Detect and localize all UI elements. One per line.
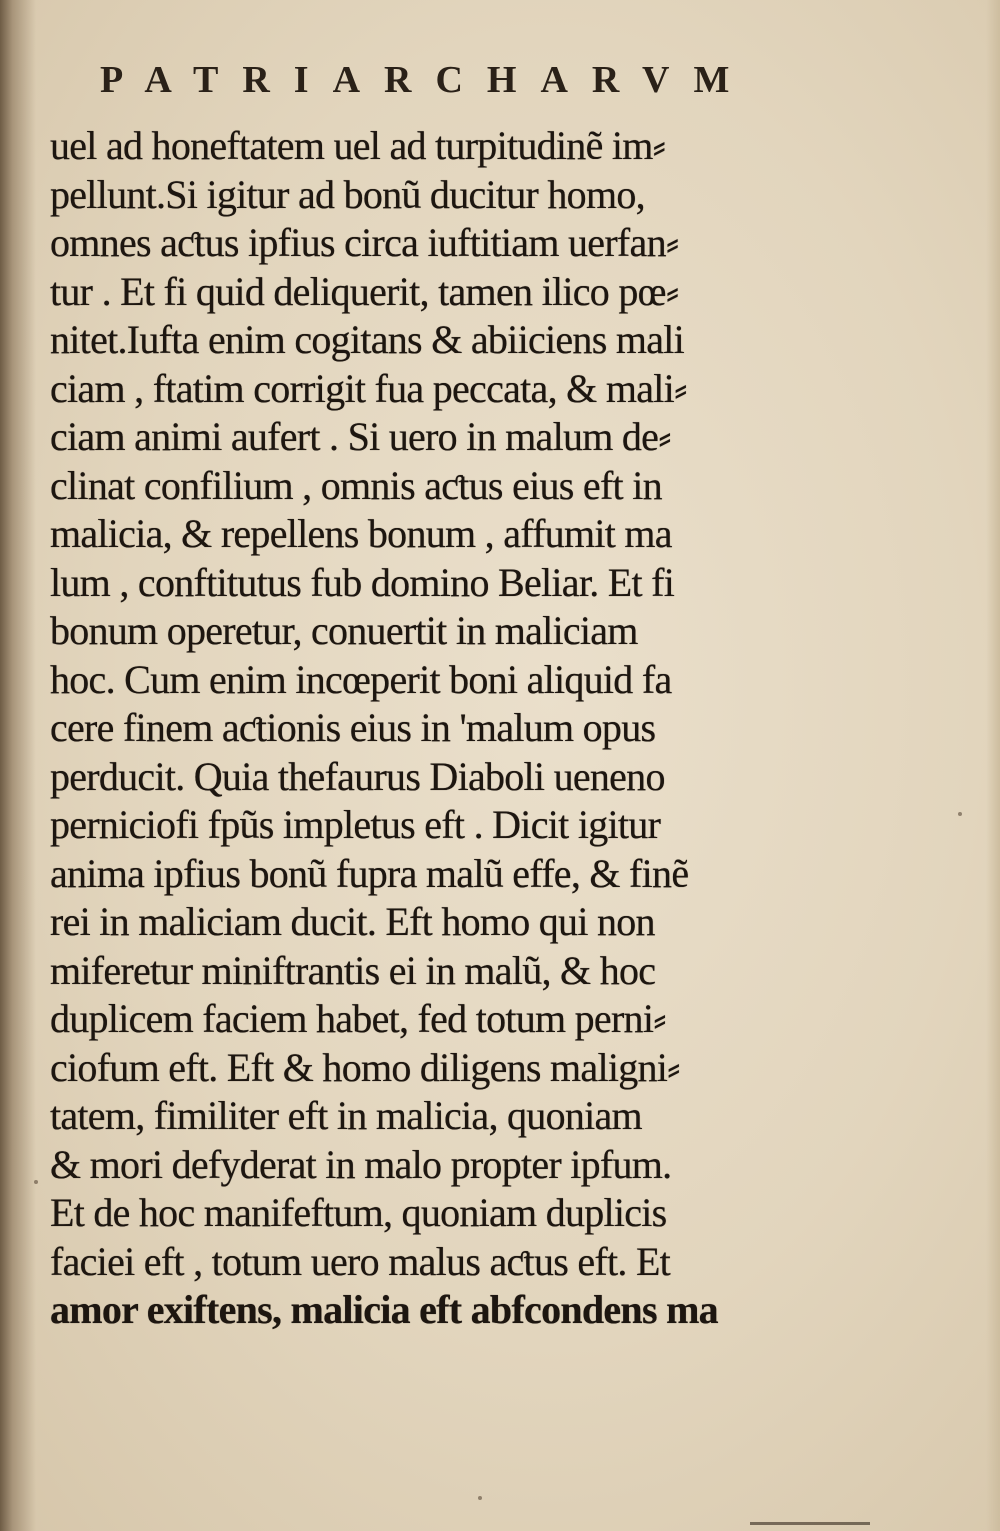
text-line: ciam animi aufert . Si uero in malum de⸗: [50, 414, 671, 459]
text-line: tur . Et fi quid deliquerit, tamen ilico pœ⸗: [50, 268, 679, 314]
text-line: & mori defyderat in malo propter ipfum.: [50, 1141, 672, 1187]
text-line: malicia, & repellens bonum , affumit ma: [50, 511, 672, 556]
bottom-edge-mark: [750, 1522, 870, 1525]
text-line: cere finem aƈtionis eius in 'malum opus: [50, 705, 656, 750]
paper-speck: [478, 1496, 482, 1500]
text-line: Et de hoc manifeftum, quoniam duplicis: [50, 1190, 667, 1235]
text-line: nitet.Iufta enim cogitans & abiiciens mali: [50, 317, 685, 362]
running-head: PATRIARCHARVM: [100, 59, 754, 101]
text-line: lum , conftitutus fub domino Beliar. Et fi: [50, 559, 675, 605]
paper-speck: [958, 812, 962, 816]
text-line: rei in maliciam ducit. Eft homo qui non: [50, 899, 655, 944]
text-line: omnes aƈtus ipfius circa iuftitiam uerfan⸗: [50, 220, 679, 265]
text-line: uel ad honeftatem uel ad turpitudinẽ im⸗: [50, 123, 666, 168]
body-text: [50, 122, 790, 1335]
text-line: perducit. Quia thefaurus Diaboli ueneno: [50, 753, 665, 799]
text-line: perniciofi fpũs impletus eft . Dicit igitur: [50, 802, 661, 847]
text-line: amor exiftens, malicia eft abfcondens ma: [50, 1287, 718, 1332]
text-line: tatem, fimiliter eft in malicia, quoniam: [50, 1093, 642, 1138]
text-line: ciam , ftatim corrigit fua peccata, & mali⸗: [50, 365, 687, 411]
text-line: faciei eft , totum uero malus aƈtus eft. Et: [50, 1238, 671, 1284]
text-line: hoc. Cum enim incœperit boni aliquid fa: [50, 656, 672, 702]
paper-speck: [34, 1180, 38, 1184]
text-line: miferetur miniftrantis ei in malũ, & hoc: [50, 947, 656, 993]
text-line: ciofum eft. Eft & homo diligens maligni⸗: [50, 1044, 680, 1090]
text-line: duplicem faciem habet, fed totum perni⸗: [50, 996, 666, 1041]
page-edge: [986, 0, 1000, 1531]
text-line: anima ipfius bonũ fupra malũ effe, & finẽ: [50, 850, 689, 896]
binding-gutter-shadow: [0, 0, 36, 1531]
text-line: clinat confilium , omnis aƈtus eius eft in: [50, 462, 662, 508]
text-line: bonum operetur, conuertit in maliciam: [50, 608, 638, 653]
text-line: pellunt.Si igitur ad bonũ ducitur homo,: [50, 171, 645, 217]
